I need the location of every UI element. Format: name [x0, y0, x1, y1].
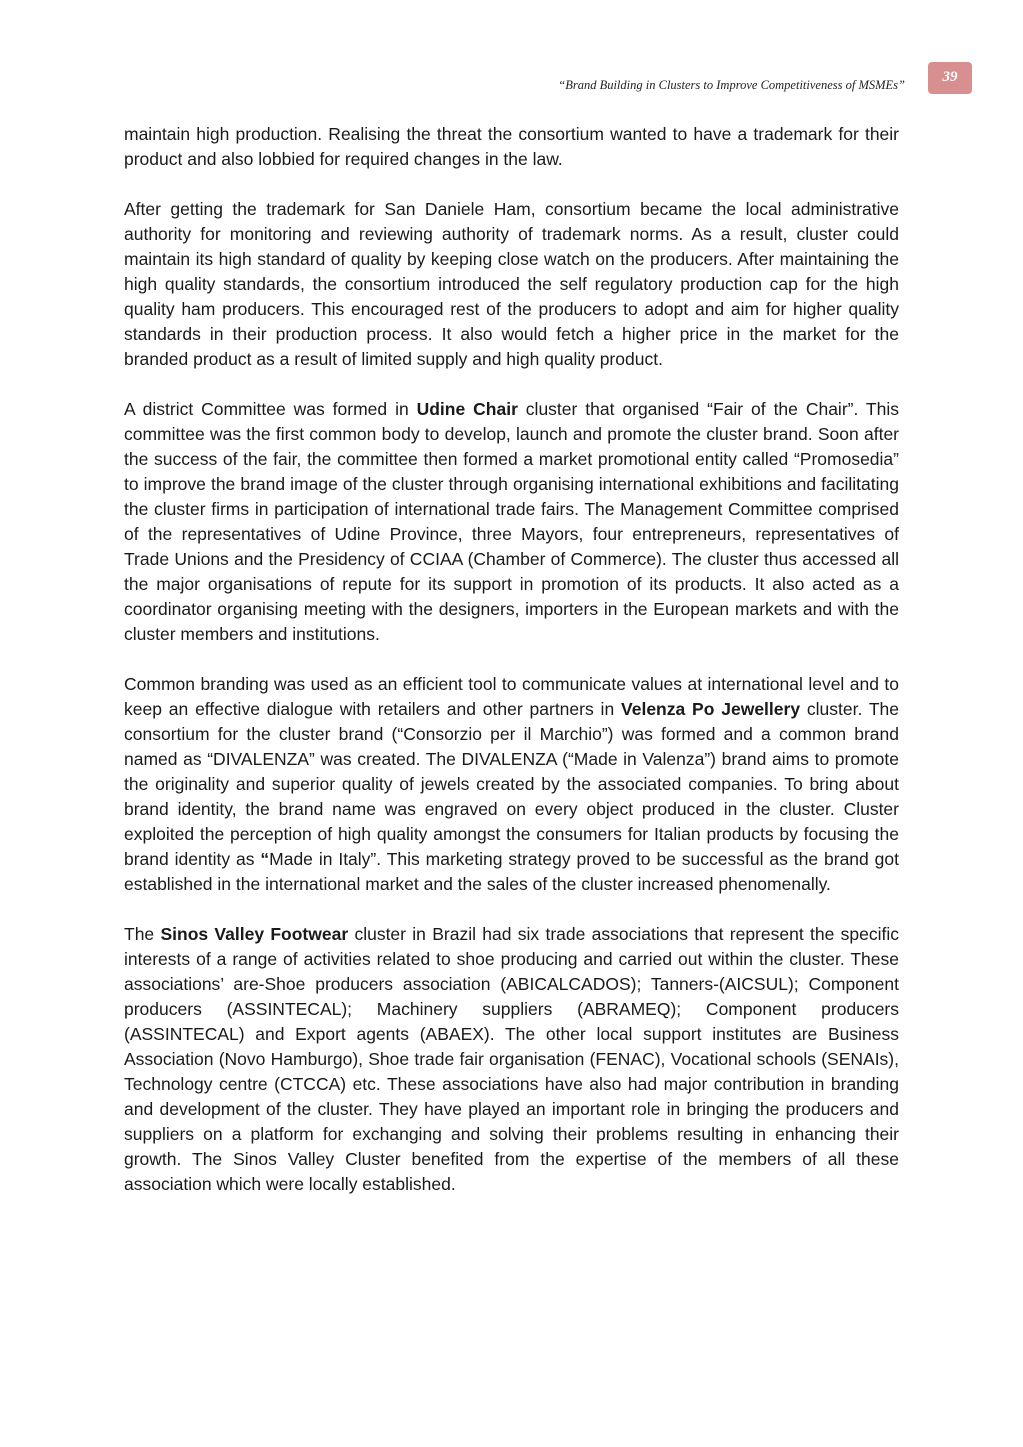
paragraph-2	[124, 197, 899, 372]
paragraph-4-text-end: Made in Italy”. This marketing strategy proved to be successful as the brand got established in the international market and the sales of the cluster increased phenomenally.	[124, 849, 899, 894]
paragraph-4-bold-quote: “	[260, 849, 270, 869]
paragraph-1	[124, 122, 899, 172]
document-body	[124, 122, 899, 1222]
paragraph-5-text-start: The	[124, 924, 161, 944]
paragraph-2-text: After getting the trademark for San Daniele Ham, consortium became the local administrative authority for monitoring and reviewing authority of trademark norms. As a result, cluster could maintain its high standard of quality by keeping close watch on the producers. After maintaining the high quality standards, the consortium introduced the self regulatory production cap for the high quality ham producers. This encouraged rest of the producers to adopt and aim for higher quality standards in their production process. It also would fetch a higher price in the market for the branded product as a result of limited supply and high quality product.	[124, 199, 899, 369]
cluster-name-velenza-po-jewellery: Velenza Po Jewellery	[621, 699, 801, 719]
paragraph-4	[124, 672, 899, 897]
paragraph-3-text-start: A district Committee was formed in	[124, 399, 417, 419]
paragraph-3	[124, 397, 899, 647]
paragraph-4-text-middle: cluster. The consortium for the cluster brand (“Consorzio per il Marchio”) was formed and a common brand named as “DIVALENZA” was created. The DIVALENZA (“Made in Valenza”) brand aims to promote the originality and superior quality of jewels created by the associated companies. To bring about brand identity, the brand name was engraved on every object produced in the cluster. Cluster exploited the perception of high quality amongst the consumers for Italian products by focusing the brand identity as	[124, 699, 900, 869]
paragraph-5-text-end: cluster in Brazil had six trade associations that represent the specific interests of a range of activities related to shoe producing and carried out within the cluster. These associations’ are-Shoe producers association (ABICALCADOS); Tanners-(AICSUL); Component producers (ASSINTECAL); Machinery suppliers (ABRAMEQ); Component producers (ASSINTECAL) and Export agents (ABAEX). The other local support institutes are Business Association (Novo Hamburgo), Shoe trade fair organisation (FENAC), Vocational schools (SENAIs), Technology centre (CTCCA) etc. These associations have also had major contribution in branding and development of the cluster. They have played an important role in bringing the producers and suppliers on a platform for exchanging and solving their problems resulting in enhancing their growth. The Sinos Valley Cluster benefited from the expertise of the members of all these association which were locally established.	[124, 924, 899, 1194]
cluster-name-sinos-valley-footwear: Sinos Valley Footwear	[160, 924, 349, 944]
paragraph-4-text-start: Common branding was used as an efficient tool to communicate values at international level and to keep an effective dialogue with retailers and other partners in	[124, 674, 899, 719]
page-number-badge: 39	[928, 62, 972, 94]
cluster-name-udine-chair: Udine Chair	[416, 399, 518, 419]
running-header-title: “Brand Building in Clusters to Improve Competitiveness of MSMEs”	[558, 78, 905, 92]
paragraph-1-text: maintain high production. Realising the threat the consortium wanted to have a trademark for their product and also lobbied for required changes in the law.	[124, 124, 899, 169]
paragraph-5	[124, 922, 899, 1197]
paragraph-3-text-end: cluster that organised “Fair of the Chair”. This committee was the first common body to develop, launch and promote the cluster brand. Soon after the success of the fair, the committee then formed a market promotional entity called “Promosedia” to improve the brand image of the cluster through organising international exhibitions and facilitating the cluster firms in participation of international trade fairs. The Management Committee comprised of the representatives of Udine Province, three Mayors, four entrepreneurs, representatives of Trade Unions and the Presidency of CCIAA (Chamber of Commerce). The cluster thus accessed all the major organisations of repute for its support in promotion of its products. It also acted as a coordinator organising meeting with the designers, importers in the European markets and with the cluster members and institutions.	[124, 399, 899, 644]
